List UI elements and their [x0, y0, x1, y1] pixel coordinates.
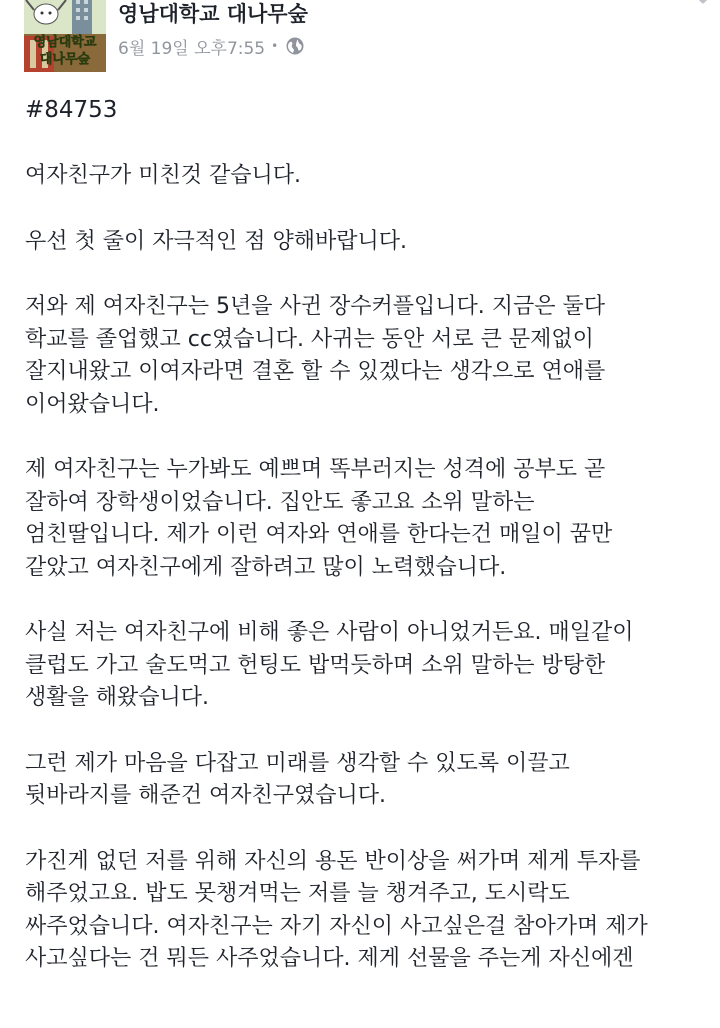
post-timestamp[interactable]: 6월 19일 오후7:55 — [118, 38, 266, 59]
post-paragraph — [25, 617, 705, 715]
post-body — [25, 94, 705, 976]
paragraph-line: 싸주었습니다. 여자친구는 자기 자신이 사고싶은걸 참아가며 제가 — [25, 913, 648, 939]
paragraph-line: 가진게 없던 저를 위해 자신의 용돈 반이상을 써가며 제게 투자를 — [25, 848, 641, 874]
paragraph-line: 우선 첫 줄이 자극적인 점 양해바랍니다. — [25, 228, 407, 254]
chevron-down-icon[interactable] — [688, 0, 718, 10]
paragraph-line: 저와 제 여자친구는 5년을 사귄 장수커플입니다. 지금은 둘다 — [25, 294, 605, 319]
post-paragraph — [25, 160, 705, 193]
page-name-link[interactable]: 영남대학교 대나무숲 — [118, 2, 308, 26]
paragraph-line: 클럽도 가고 술도먹고 헌팅도 밥먹듯하며 소위 말하는 방탕한 — [25, 652, 606, 678]
post-meta — [118, 34, 305, 58]
paragraph-line: 이어왔습니다. — [25, 391, 160, 417]
paragraph-line: 잘하여 장학생이었습니다. 집안도 좋고요 소위 말하는 — [25, 489, 535, 515]
avatar-image — [24, 0, 106, 72]
post-paragraph — [25, 748, 705, 813]
paragraph-line: 여자친구가 미친것 같습니다. — [25, 163, 302, 188]
paragraph-line: 사실 저는 여자친구에 비해 좋은 사람이 아니었거든요. 매일같이 — [25, 620, 634, 645]
post-paragraph — [25, 291, 705, 421]
page-avatar[interactable] — [24, 0, 106, 72]
avatar-caption-line1: 영남대학교 — [33, 35, 97, 50]
paragraph-line: 잘지내왔고 이여자라면 결혼 할 수 있겠다는 생각으로 연애를 — [25, 359, 606, 384]
post-paragraph — [25, 226, 705, 259]
post-paragraph — [25, 454, 705, 584]
paragraph-line: 해주었고요. 밥도 못챙겨먹는 저를 늘 챙겨주고, 도시락도 — [25, 881, 570, 906]
post-paragraph — [25, 846, 705, 976]
paragraph-line: 제 여자친구는 누가봐도 예쁘며 똑부러지는 성격에 공부도 곧 — [25, 457, 606, 482]
post-header — [0, 0, 720, 80]
post-hashtag[interactable]: #84753 — [25, 97, 118, 123]
avatar-caption-line2: 대나무숲 — [39, 52, 91, 67]
paragraph-line: 같았고 여자친구에게 잘하려고 많이 노력했습니다. — [25, 554, 507, 580]
paragraph-line: 엄친딸입니다. 제가 이런 여자와 연애를 한다는건 매일이 꿈만 — [25, 522, 613, 547]
paragraph-line: 뒷바라지를 해준건 여자친구였습니다. — [25, 783, 387, 808]
paragraph-line: 학교를 졸업했고 cc였습니다. 사귀는 동안 서로 큰 문제없이 — [25, 326, 594, 352]
paragraph-line: 생활을 해왔습니다. — [25, 685, 210, 710]
meta-separator: • — [271, 39, 279, 53]
globe-icon[interactable] — [285, 36, 305, 56]
paragraph-line: 그런 제가 마음을 다잡고 미래를 생각할 수 있도록 이끌고 — [25, 750, 570, 776]
paragraph-line: 사고싶다는 건 뭐든 사주었습니다. 제게 선물을 주는게 자신에겐 — [25, 946, 634, 971]
